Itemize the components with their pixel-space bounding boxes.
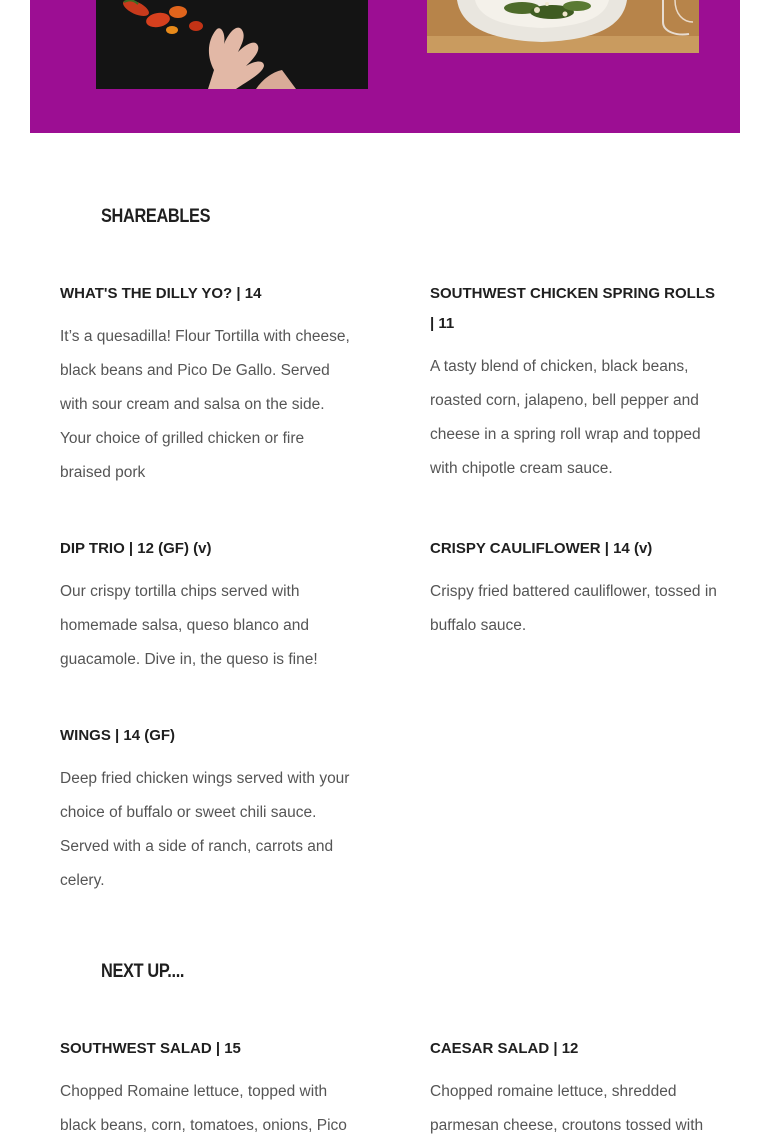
menu-item-caesar-salad: [430, 1034, 720, 1143]
menu-item-description: It’s a quesadilla! Flour Tortilla with cheese, black beans and Pico De Gallo. Served with sour cream and salsa on the side. Your choice of grilled chicken or fire braised pork: [60, 328, 350, 481]
hand-with-peppers-photo: [96, 0, 368, 89]
menu-item-description: Chopped romaine lettuce, shredded parmesan cheese, croutons tossed with: [430, 1083, 704, 1134]
menu-item-wings: [60, 721, 350, 898]
menu-item-whats-the-dilly-yo: [60, 279, 350, 490]
menu-item-description: Crispy fried battered cauliflower, tossed in buffalo sauce.: [430, 583, 717, 634]
menu-item-title: CAESAR SALAD | 12: [430, 1040, 579, 1057]
menu-item-southwest-salad: [60, 1034, 350, 1143]
menu-item-southwest-chicken-spring-rolls: [430, 279, 720, 486]
menu-item-title: WINGS | 14 (GF): [60, 727, 176, 744]
menu-item-description: Deep fried chicken wings served with your choice of buffalo or sweet chili sauce. Served with a side of ranch, carrots and celery.: [60, 770, 350, 889]
section-heading-shareables: SHAREABLES: [101, 206, 211, 227]
menu-item-description: Our crispy tortilla chips served with homemade salsa, queso blanco and guacamole. Dive in, the queso is fine!: [60, 583, 318, 668]
menu-item-description: A tasty blend of chicken, black beans, roasted corn, jalapeno, bell pepper and cheese in a spring roll wrap and topped with chipotle cream sauce.: [430, 358, 701, 477]
menu-item-dip-trio: [60, 534, 350, 677]
salad-bowl-photo: [427, 0, 699, 53]
section-heading-next-up: NEXT UP....: [101, 961, 185, 982]
menu-item-title: SOUTHWEST CHICKEN SPRING ROLLS | 11: [430, 285, 716, 332]
menu-item-title: WHAT'S THE DILLY YO? | 14: [60, 285, 262, 302]
menu-item-title: CRISPY CAULIFLOWER | 14 (v): [430, 540, 653, 557]
menu-item-description: Chopped Romaine lettuce, topped with black beans, corn, tomatoes, onions, Pico: [60, 1083, 347, 1134]
menu-item-title: DIP TRIO | 12 (GF) (v): [60, 540, 212, 557]
menu-item-crispy-cauliflower: [430, 534, 720, 643]
menu-item-title: SOUTHWEST SALAD | 15: [60, 1040, 241, 1057]
